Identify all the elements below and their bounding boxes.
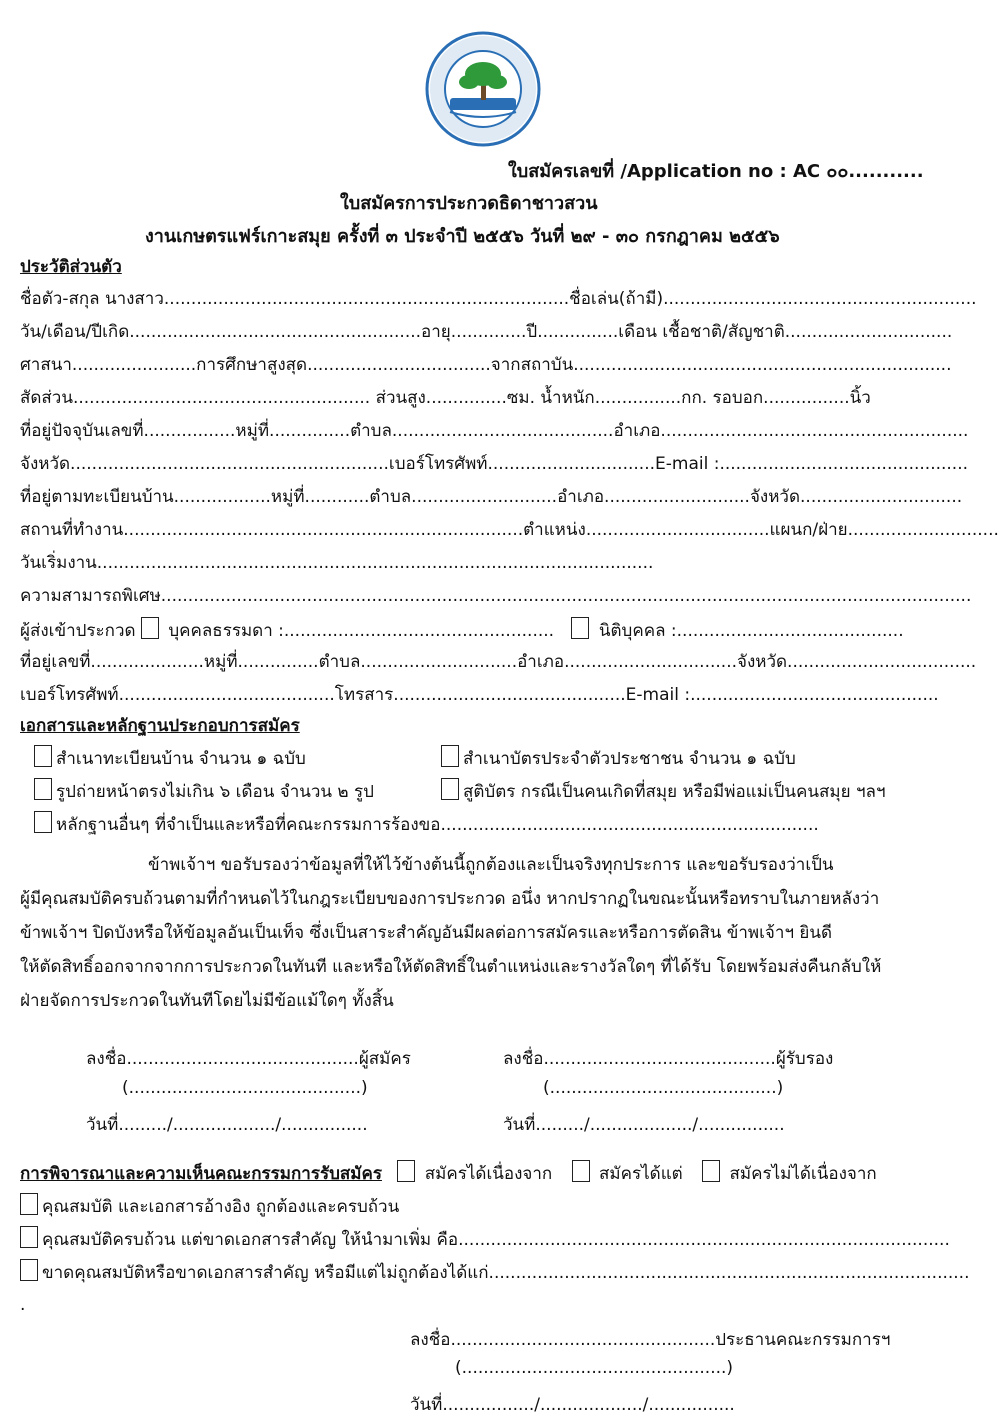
committee-item-checkbox[interactable] [20, 1259, 38, 1281]
field-measurements[interactable]: สัดส่วน....................................................... ส่วนสูง...............ซม. น้ำหนัก................กก. รอบอก................นิ้ว [20, 388, 871, 408]
form-title: ใบสมัครการประกวดธิดาชาวสวน [340, 193, 598, 214]
declaration-paragraph [20, 848, 930, 1018]
sender-label: ผู้ส่งเข้าประกวด [20, 621, 136, 641]
doc-label: หลักฐานอื่นๆ ที่จำเป็นและหรือที่คณะกรรมการร้องขอ...................................................................... [56, 815, 819, 835]
field-name[interactable]: ชื่อตัว-สกุล นางสาว...........................................................................ชื่อเล่น(ถ้ามี).......................................................... [20, 289, 977, 309]
declaration-line: ผู้มีคุณสมบัติครบถ้วนตามที่กำหนดไว้ในกฎระเบียบของการประกวด อนึ่ง หากปรากฏในขณะนั้นหรือทราบในภายหลังว่า [20, 889, 880, 909]
chairman-signature-line[interactable]: ลงชื่อ.................................................ประธานคณะกรรมการฯ [410, 1330, 891, 1350]
documents-heading: เอกสารและหลักฐานประกอบการสมัคร [20, 716, 300, 736]
committee-item-label: คุณสมบัติ และเอกสารอ้างอิง ถูกต้องและครบถ้วน [42, 1197, 400, 1217]
guarantor-name-line[interactable]: (..........................................) [543, 1078, 784, 1098]
doc-checkbox[interactable] [441, 778, 459, 800]
doc-checkbox[interactable] [34, 778, 52, 800]
doc-item [34, 745, 306, 771]
field-province-phone[interactable]: จังหวัด...........................................................เบอร์โทรศัพท์...............................E-mail :.............................................. [20, 454, 969, 474]
committee-conditional-label: สมัครได้แต่ [599, 1164, 683, 1184]
committee-item-checkbox[interactable] [20, 1193, 38, 1215]
committee-accept-checkbox[interactable] [397, 1160, 415, 1182]
doc-item [34, 811, 819, 837]
committee-item-checkbox[interactable] [20, 1226, 38, 1248]
field-sender-phone[interactable]: เบอร์โทรศัพท์........................................โทรสาร...........................................E-mail :.............................................. [20, 685, 939, 705]
field-sender-address[interactable]: ที่อยู่เลขที่.....................หมู่ที่...............ตำบล.............................อำเภอ................................จังหวัด................................... [20, 652, 977, 672]
committee-conditional-checkbox[interactable] [572, 1160, 590, 1182]
applicant-name-line[interactable]: (...........................................) [122, 1078, 368, 1098]
personal-heading: ประวัติส่วนตัว [20, 257, 122, 277]
committee-item [20, 1259, 970, 1285]
doc-item [441, 745, 796, 771]
doc-label: สำเนาบัตรประจำตัวประชาชน จำนวน ๑ ฉบับ [463, 749, 796, 769]
doc-label: สำเนาทะเบียนบ้าน จำนวน ๑ ฉบับ [56, 749, 306, 769]
sender-juristic-label: นิติบุคคล :.......................................... [598, 621, 904, 641]
sender-person-checkbox[interactable] [141, 617, 159, 639]
sender-person-label: บุคคลธรรมดา :.................................................. [168, 621, 555, 641]
chairman-date-line[interactable]: วันที่................./.................../................ [410, 1395, 735, 1415]
sender-row [20, 617, 904, 643]
doc-item [441, 778, 886, 804]
committee-item [20, 1193, 399, 1219]
committee-reject-checkbox[interactable] [702, 1160, 720, 1182]
doc-label: สูติบัตร กรณีเป็นคนเกิดที่สมุย หรือมีพ่อแม่เป็นคนสมุย ฯลฯ [463, 782, 886, 802]
applicant-signature-line[interactable]: ลงชื่อ...........................................ผู้สมัคร [86, 1049, 411, 1069]
field-current-address[interactable]: ที่อยู่ปัจจุบันเลขที่.................หมู่ที่...............ตำบล.........................................อำเภอ......................................................... [20, 421, 969, 441]
field-start-date[interactable]: วันเริ่มงาน....................................................................................................... [20, 553, 654, 573]
doc-checkbox[interactable] [441, 745, 459, 767]
applicant-date-line[interactable]: วันที่........./.................../................ [86, 1115, 368, 1135]
municipality-seal-icon [424, 30, 542, 148]
application-number: ใบสมัครเลขที่ /Application no : AC ๐๐........... [508, 161, 924, 182]
guarantor-signature-line[interactable]: ลงชื่อ...........................................ผู้รับรอง [503, 1049, 834, 1069]
declaration-line: ให้ตัดสิทธิ์ออกจากจากการประกวดในทันที และหรือให้ตัดสิทธิ์ในตำแหน่งและรางวัลใดๆ ที่ได้รับ โดยพร้อมส่งคืนกลับให้ [20, 957, 882, 977]
committee-heading: การพิจารณาและความเห็นคณะกรรมการรับสมัคร [20, 1164, 382, 1184]
guarantor-date-line[interactable]: วันที่........./.................../................ [503, 1115, 785, 1135]
field-special-ability[interactable]: ความสามารถพิเศษ...................................................................................................................................................... [20, 586, 972, 606]
form-subtitle: งานเกษตรแฟร์เกาะสมุย ครั้งที่ ๓ ประจำปี ๒๕๕๖ วันที่ ๒๙ - ๓๐ กรกฎาคม ๒๕๕๖ [145, 226, 780, 247]
declaration-line: ข้าพเจ้าฯ ขอรับรองว่าข้อมูลที่ให้ไว้ข้างต้นนี้ถูกต้องและเป็นจริงทุกประการ และขอรับรองว่าเป็น [148, 855, 834, 875]
field-birthdate[interactable]: วัน/เดือน/ปีเกิด......................................................อายุ..............ปี...............เดือน เชื้อชาติ/สัญชาติ............................... [20, 322, 953, 342]
committee-accept-label: สมัครได้เนื่องจาก [424, 1164, 553, 1184]
committee-row [20, 1160, 877, 1186]
committee-reject-label: สมัครไม่ได้เนื่องจาก [729, 1164, 877, 1184]
doc-checkbox[interactable] [34, 811, 52, 833]
stray-dot: . [20, 1295, 26, 1315]
chairman-name-line[interactable]: (.................................................) [455, 1358, 734, 1378]
field-workplace[interactable]: สถานที่ทำงาน..........................................................................ตำแหน่ง..................................แผนก/ฝ่าย............................ [20, 520, 999, 540]
field-registered-address[interactable]: ที่อยู่ตามทะเบียนบ้าน..................หมู่ที่............ตำบล...........................อำเภอ...........................จังหวัด.............................. [20, 487, 963, 507]
declaration-line: ฝ่ายจัดการประกวดในทันทีโดยไม่มีข้อแม้ใดๆ ทั้งสิ้น [20, 991, 394, 1011]
committee-item [20, 1226, 950, 1252]
declaration-line: ข้าพเจ้าฯ ปิดบังหรือให้ข้อมูลอันเป็นเท็จ ซึ่งเป็นสาระสำคัญอันมีผลต่อการสมัครและหรือการตัดสิน ข้าพเจ้าฯ ยินดี [20, 923, 833, 943]
sender-juristic-checkbox[interactable] [571, 617, 589, 639]
doc-item [34, 778, 374, 804]
doc-label: รูปถ่ายหน้าตรงไม่เกิน ๖ เดือน จำนวน ๒ รูป [56, 782, 374, 802]
committee-item-label: คุณสมบัติครบถ้วน แต่ขาดเอกสารสำคัญ ให้นำมาเพิ่ม คือ........................................................................................... [42, 1230, 950, 1250]
doc-checkbox[interactable] [34, 745, 52, 767]
committee-item-label: ขาดคุณสมบัติหรือขาดเอกสารสำคัญ หรือมีแต่ไม่ถูกต้องได้แก่......................................................................................... [42, 1263, 970, 1283]
field-religion-education[interactable]: ศาสนา.......................การศึกษาสูงสุด..................................จากสถาบัน...................................................................... [20, 355, 952, 375]
